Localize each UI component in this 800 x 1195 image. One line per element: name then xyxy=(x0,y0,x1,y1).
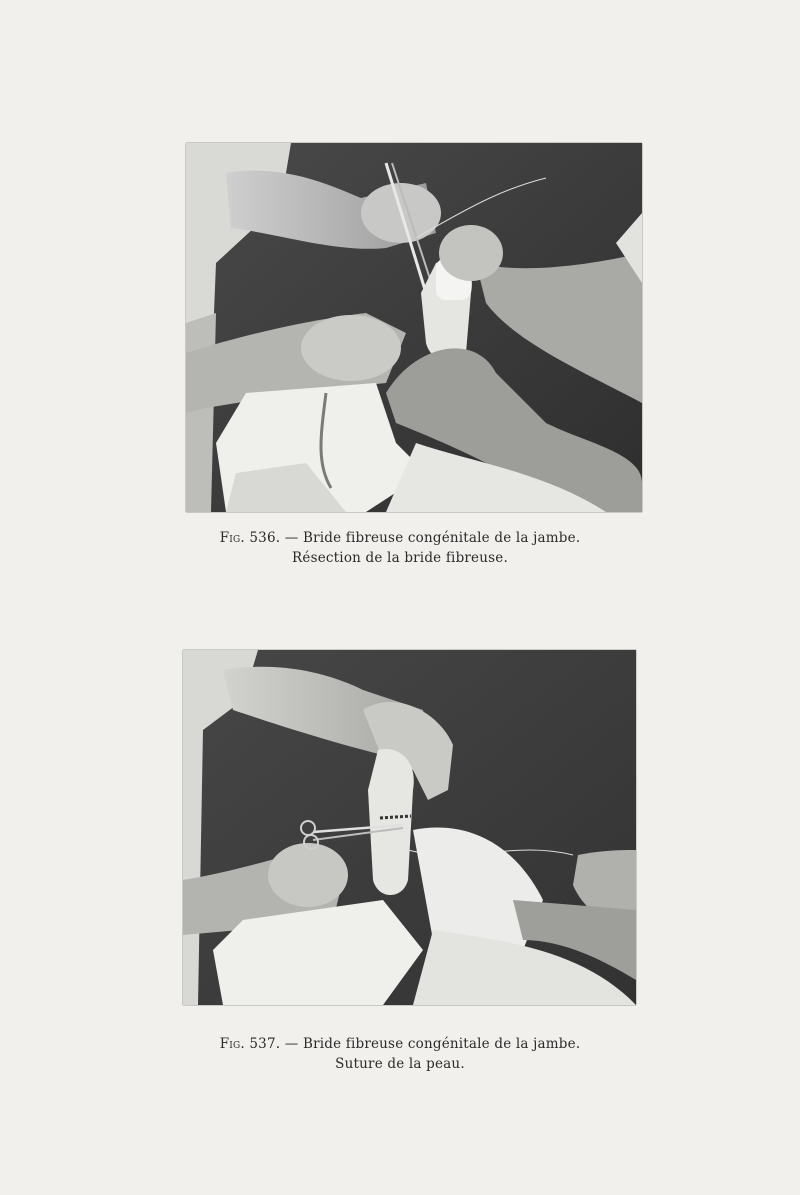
figure-536-label: Fig. 536. xyxy=(219,530,281,546)
figure-537-title: Bride fibreuse congénitale de la jambe. xyxy=(302,1036,581,1052)
figure-536-dash: — xyxy=(284,530,299,546)
figure-536-caption xyxy=(0,528,800,568)
figure-537-caption-line1 xyxy=(0,1034,800,1054)
figure-536-caption-line1 xyxy=(0,528,800,548)
surgery-photo-resection xyxy=(186,143,642,512)
figure-536-title: Bride fibreuse congénitale de la jambe. xyxy=(302,530,581,546)
figure-536-subtitle: Résection de la bride fibreuse. xyxy=(292,550,508,566)
figure-537-subtitle: Suture de la peau. xyxy=(335,1056,465,1072)
figure-537-photo xyxy=(183,650,636,1005)
figure-537-caption xyxy=(0,1034,800,1074)
figure-537-dash: — xyxy=(284,1036,299,1052)
figure-537-label: Fig. 537. xyxy=(219,1036,281,1052)
surgery-photo-suture xyxy=(183,650,636,1005)
figure-536-photo xyxy=(186,143,642,512)
